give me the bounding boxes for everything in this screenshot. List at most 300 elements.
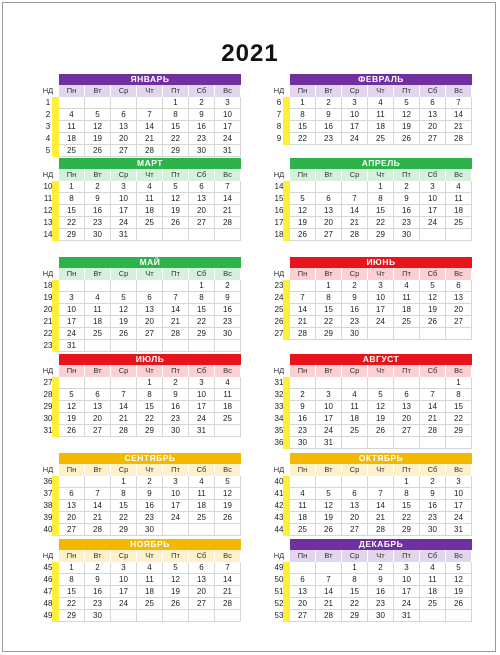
- week-row: [268, 524, 472, 536]
- day-cell: 3: [111, 181, 137, 193]
- weekday-label: Чт: [137, 169, 163, 181]
- day-cell: 24: [316, 425, 342, 437]
- day-cell: [111, 280, 137, 292]
- week-row: [37, 610, 241, 622]
- day-cell: 13: [446, 292, 472, 304]
- day-cell: 21: [368, 512, 394, 524]
- day-cell: 7: [342, 193, 368, 205]
- day-cell: 28: [342, 229, 368, 241]
- week-number: 36: [43, 477, 53, 486]
- day-cell: 22: [137, 413, 163, 425]
- day-cell: 6: [290, 574, 316, 586]
- day-cell: 9: [290, 401, 316, 413]
- day-cell: 8: [163, 109, 189, 121]
- day-cell: [111, 97, 137, 109]
- day-cell: 14: [163, 304, 189, 316]
- day-cell: 12: [85, 121, 111, 133]
- week-row: [268, 181, 472, 193]
- month-block: [268, 539, 468, 622]
- day-cell: 15: [316, 304, 342, 316]
- day-cell: 12: [111, 304, 137, 316]
- day-cell: 30: [189, 145, 215, 157]
- week-row: [37, 598, 241, 610]
- month-block: [268, 453, 468, 536]
- day-cell: [215, 610, 241, 622]
- weekday-header: [37, 550, 241, 562]
- day-cell: [59, 97, 85, 109]
- week-number: 49: [43, 611, 53, 620]
- day-cell: [290, 181, 316, 193]
- day-cell: 27: [189, 217, 215, 229]
- weekday-label: Вс: [215, 550, 241, 562]
- day-cell: 24: [189, 413, 215, 425]
- week-number: 40: [274, 477, 284, 486]
- day-cell: 18: [137, 205, 163, 217]
- weekday-label: Чт: [368, 268, 394, 280]
- month-block: [37, 453, 237, 536]
- day-cell: [394, 377, 420, 389]
- day-cell: [215, 524, 241, 536]
- day-cell: 11: [137, 193, 163, 205]
- day-cell: 29: [316, 328, 342, 340]
- day-cell: 1: [446, 377, 472, 389]
- day-cell: [394, 328, 420, 340]
- day-cell: 29: [137, 425, 163, 437]
- weekday-label: Ср: [111, 85, 137, 97]
- day-cell: 12: [163, 193, 189, 205]
- day-cell: 25: [189, 512, 215, 524]
- day-cell: 31: [215, 145, 241, 157]
- day-cell: 4: [137, 562, 163, 574]
- day-cell: 17: [394, 586, 420, 598]
- day-cell: 7: [111, 389, 137, 401]
- day-cell: 24: [111, 598, 137, 610]
- day-cell: 22: [290, 133, 316, 145]
- week-number-header: НД: [42, 551, 54, 560]
- day-cell: 21: [215, 205, 241, 217]
- day-cell: 3: [420, 181, 446, 193]
- day-cell: 31: [59, 340, 85, 352]
- day-cell: 12: [316, 500, 342, 512]
- day-cell: [163, 280, 189, 292]
- day-cell: [446, 229, 472, 241]
- weekday-header: [268, 85, 472, 97]
- day-cell: 22: [163, 133, 189, 145]
- day-cell: 29: [163, 145, 189, 157]
- day-cell: 17: [446, 500, 472, 512]
- week-row: [37, 488, 241, 500]
- day-cell: 30: [394, 229, 420, 241]
- day-cell: [420, 437, 446, 449]
- month-name: ИЮНЬ: [290, 257, 472, 268]
- day-cell: 23: [189, 133, 215, 145]
- week-number-header: НД: [273, 366, 285, 375]
- day-cell: 22: [59, 598, 85, 610]
- weekday-header: [37, 365, 241, 377]
- day-cell: 5: [290, 193, 316, 205]
- weekday-header: [37, 464, 241, 476]
- day-cell: 24: [394, 598, 420, 610]
- day-cell: 10: [163, 488, 189, 500]
- day-cell: 26: [368, 425, 394, 437]
- week-number: 44: [274, 525, 284, 534]
- weekday-label: Пт: [394, 169, 420, 181]
- weekday-label: Вс: [215, 169, 241, 181]
- week-row: [37, 145, 241, 157]
- day-cell: 20: [420, 121, 446, 133]
- day-cell: 16: [394, 205, 420, 217]
- day-cell: [85, 280, 111, 292]
- day-cell: 25: [215, 413, 241, 425]
- month-name: ФЕВРАЛЬ: [290, 74, 472, 85]
- weekday-label: Пт: [394, 550, 420, 562]
- day-cell: 6: [189, 562, 215, 574]
- day-cell: 31: [189, 425, 215, 437]
- day-cell: 26: [394, 133, 420, 145]
- day-cell: [368, 328, 394, 340]
- week-number-header: НД: [42, 86, 54, 95]
- day-cell: 8: [316, 292, 342, 304]
- week-number-header: НД: [273, 551, 285, 560]
- weekday-label: Пт: [394, 464, 420, 476]
- day-cell: [342, 181, 368, 193]
- month-block: [37, 158, 237, 241]
- day-cell: 24: [111, 217, 137, 229]
- day-cell: 16: [215, 304, 241, 316]
- day-cell: [368, 377, 394, 389]
- week-number: 3: [45, 122, 51, 131]
- day-cell: [290, 476, 316, 488]
- weekday-header: [268, 169, 472, 181]
- day-cell: 29: [189, 328, 215, 340]
- day-cell: 6: [111, 109, 137, 121]
- day-cell: 7: [137, 109, 163, 121]
- month-block: [268, 74, 468, 145]
- day-cell: 6: [59, 488, 85, 500]
- day-cell: 7: [420, 389, 446, 401]
- weekday-label: Пн: [290, 268, 316, 280]
- day-cell: 28: [290, 328, 316, 340]
- day-cell: 7: [85, 488, 111, 500]
- weekday-label: Ср: [111, 268, 137, 280]
- weekday-label: Пн: [59, 169, 85, 181]
- day-cell: 3: [189, 377, 215, 389]
- day-cell: 27: [342, 524, 368, 536]
- day-cell: 5: [215, 476, 241, 488]
- week-number: 39: [43, 513, 53, 522]
- weekday-label: Пт: [394, 268, 420, 280]
- day-cell: 18: [394, 304, 420, 316]
- day-cell: 3: [446, 476, 472, 488]
- month-name: АВГУСТ: [290, 354, 472, 365]
- weekday-label: Вт: [85, 550, 111, 562]
- weekday-label: Сб: [189, 85, 215, 97]
- day-cell: 27: [290, 610, 316, 622]
- week-row: [268, 377, 472, 389]
- week-row: [268, 574, 472, 586]
- day-cell: 18: [420, 586, 446, 598]
- day-cell: 2: [394, 181, 420, 193]
- week-number: 19: [43, 293, 53, 302]
- week-number-header: НД: [42, 269, 54, 278]
- week-row: [268, 292, 472, 304]
- weekday-label: Вт: [85, 169, 111, 181]
- day-cell: 19: [163, 586, 189, 598]
- day-cell: 1: [189, 280, 215, 292]
- day-cell: 10: [316, 401, 342, 413]
- month-block: [268, 158, 468, 241]
- day-cell: 30: [85, 610, 111, 622]
- weekday-header: [268, 365, 472, 377]
- day-cell: 15: [446, 401, 472, 413]
- day-cell: 28: [215, 217, 241, 229]
- day-cell: 10: [420, 193, 446, 205]
- day-cell: 15: [394, 500, 420, 512]
- day-cell: 2: [342, 280, 368, 292]
- day-cell: 8: [368, 193, 394, 205]
- week-row: [37, 292, 241, 304]
- day-cell: 2: [215, 280, 241, 292]
- day-cell: 13: [111, 121, 137, 133]
- weekday-label: Вт: [316, 464, 342, 476]
- weekday-label: Вс: [446, 85, 472, 97]
- day-cell: 16: [85, 205, 111, 217]
- day-cell: 27: [446, 316, 472, 328]
- day-cell: 10: [189, 389, 215, 401]
- month-block: [37, 354, 237, 437]
- day-cell: 25: [342, 425, 368, 437]
- week-number: 23: [274, 281, 284, 290]
- day-cell: 4: [85, 292, 111, 304]
- week-row: [37, 97, 241, 109]
- week-number: 27: [43, 378, 53, 387]
- day-cell: 19: [111, 316, 137, 328]
- day-cell: [446, 437, 472, 449]
- day-cell: 17: [189, 401, 215, 413]
- week-row: [37, 586, 241, 598]
- weekday-label: Пт: [394, 365, 420, 377]
- day-cell: 13: [394, 401, 420, 413]
- weekday-label: Пт: [394, 85, 420, 97]
- day-cell: 17: [215, 121, 241, 133]
- day-cell: [316, 377, 342, 389]
- day-cell: 29: [59, 229, 85, 241]
- week-row: [37, 205, 241, 217]
- month-name: МАРТ: [59, 158, 241, 169]
- day-cell: 24: [446, 512, 472, 524]
- weekday-header: [268, 268, 472, 280]
- day-cell: [420, 328, 446, 340]
- week-number-header: НД: [42, 465, 54, 474]
- week-row: [37, 512, 241, 524]
- day-cell: 21: [137, 133, 163, 145]
- day-cell: [446, 328, 472, 340]
- day-cell: 24: [368, 316, 394, 328]
- week-number: 8: [276, 122, 282, 131]
- weekday-label: Ср: [342, 169, 368, 181]
- day-cell: [189, 340, 215, 352]
- day-cell: [137, 280, 163, 292]
- day-cell: 13: [137, 304, 163, 316]
- week-number: 49: [274, 563, 284, 572]
- day-cell: 12: [290, 205, 316, 217]
- day-cell: 14: [446, 109, 472, 121]
- day-cell: 21: [446, 121, 472, 133]
- day-cell: 23: [215, 316, 241, 328]
- day-cell: [215, 425, 241, 437]
- weekday-label: Ср: [342, 464, 368, 476]
- day-cell: 7: [316, 574, 342, 586]
- day-cell: 23: [342, 316, 368, 328]
- day-cell: 22: [368, 217, 394, 229]
- day-cell: [85, 97, 111, 109]
- day-cell: 4: [290, 488, 316, 500]
- weekday-label: Сб: [189, 464, 215, 476]
- day-cell: 26: [446, 598, 472, 610]
- weekday-label: Ср: [111, 365, 137, 377]
- week-row: [37, 193, 241, 205]
- day-cell: 10: [394, 574, 420, 586]
- day-cell: 22: [394, 512, 420, 524]
- day-cell: 15: [59, 205, 85, 217]
- day-cell: 11: [446, 193, 472, 205]
- day-cell: 17: [342, 121, 368, 133]
- week-row: [37, 121, 241, 133]
- day-cell: 22: [342, 598, 368, 610]
- week-number: 43: [274, 513, 284, 522]
- day-cell: 1: [111, 476, 137, 488]
- day-cell: 24: [59, 328, 85, 340]
- day-cell: 9: [394, 193, 420, 205]
- day-cell: 8: [137, 389, 163, 401]
- day-cell: 20: [316, 217, 342, 229]
- weekday-label: Вт: [85, 365, 111, 377]
- day-cell: 19: [368, 413, 394, 425]
- day-cell: 3: [215, 97, 241, 109]
- week-row: [37, 524, 241, 536]
- week-number-header: НД: [273, 465, 285, 474]
- week-number-header: НД: [273, 86, 285, 95]
- day-cell: [137, 610, 163, 622]
- week-row: [268, 109, 472, 121]
- day-cell: 2: [290, 389, 316, 401]
- day-cell: 28: [137, 145, 163, 157]
- week-row: [268, 97, 472, 109]
- day-cell: 30: [420, 524, 446, 536]
- day-cell: 26: [163, 217, 189, 229]
- day-cell: 30: [137, 524, 163, 536]
- day-cell: 28: [85, 524, 111, 536]
- week-number: 9: [276, 134, 282, 143]
- day-cell: 19: [316, 512, 342, 524]
- day-cell: 27: [316, 229, 342, 241]
- weekday-label: Пт: [163, 268, 189, 280]
- day-cell: 19: [290, 217, 316, 229]
- day-cell: 23: [137, 512, 163, 524]
- day-cell: 1: [290, 97, 316, 109]
- day-cell: 20: [189, 586, 215, 598]
- day-cell: 1: [59, 181, 85, 193]
- month-name: ДЕКАБРЬ: [290, 539, 472, 550]
- day-cell: 28: [163, 328, 189, 340]
- day-cell: 7: [290, 292, 316, 304]
- day-cell: [342, 377, 368, 389]
- weekday-label: Сб: [420, 268, 446, 280]
- day-cell: 30: [342, 328, 368, 340]
- week-number: 18: [274, 230, 284, 239]
- month-name: МАЙ: [59, 257, 241, 268]
- day-cell: 30: [163, 425, 189, 437]
- weekday-label: Вт: [85, 85, 111, 97]
- weekday-label: Пн: [59, 85, 85, 97]
- weekday-label: Вс: [215, 365, 241, 377]
- weekday-label: Пн: [59, 365, 85, 377]
- day-cell: 14: [111, 401, 137, 413]
- day-cell: 9: [163, 389, 189, 401]
- day-cell: 10: [446, 488, 472, 500]
- day-cell: 31: [111, 229, 137, 241]
- day-cell: 21: [215, 586, 241, 598]
- day-cell: 23: [85, 598, 111, 610]
- day-cell: 3: [59, 292, 85, 304]
- day-cell: 23: [394, 217, 420, 229]
- weekday-label: Пн: [59, 550, 85, 562]
- day-cell: [316, 476, 342, 488]
- day-cell: 5: [446, 562, 472, 574]
- weekday-label: Сб: [189, 550, 215, 562]
- week-row: [268, 316, 472, 328]
- day-cell: 13: [420, 109, 446, 121]
- day-cell: 31: [446, 524, 472, 536]
- week-row: [37, 109, 241, 121]
- week-row: [268, 205, 472, 217]
- day-cell: [163, 524, 189, 536]
- day-cell: [137, 229, 163, 241]
- weekday-label: Сб: [420, 464, 446, 476]
- day-cell: 9: [85, 193, 111, 205]
- day-cell: 29: [59, 610, 85, 622]
- day-cell: 15: [368, 205, 394, 217]
- month-name: ЯНВАРЬ: [59, 74, 241, 85]
- day-cell: 25: [290, 524, 316, 536]
- week-row: [268, 476, 472, 488]
- day-cell: 1: [137, 377, 163, 389]
- day-cell: 27: [111, 145, 137, 157]
- day-cell: 16: [85, 586, 111, 598]
- week-number: 46: [43, 575, 53, 584]
- day-cell: 23: [316, 133, 342, 145]
- weekday-label: Пн: [59, 268, 85, 280]
- day-cell: 19: [59, 413, 85, 425]
- weekday-label: Вт: [316, 85, 342, 97]
- day-cell: 9: [342, 292, 368, 304]
- weekday-label: Пт: [163, 365, 189, 377]
- day-cell: 19: [420, 304, 446, 316]
- week-row: [268, 586, 472, 598]
- week-row: [268, 304, 472, 316]
- day-cell: 20: [394, 413, 420, 425]
- weekday-label: Вс: [446, 365, 472, 377]
- day-cell: 4: [420, 562, 446, 574]
- day-cell: 24: [420, 217, 446, 229]
- day-cell: 19: [394, 121, 420, 133]
- day-cell: 12: [368, 401, 394, 413]
- weekday-header: [37, 169, 241, 181]
- day-cell: 26: [316, 524, 342, 536]
- week-row: [37, 181, 241, 193]
- week-number: 10: [43, 182, 53, 191]
- day-cell: 25: [137, 598, 163, 610]
